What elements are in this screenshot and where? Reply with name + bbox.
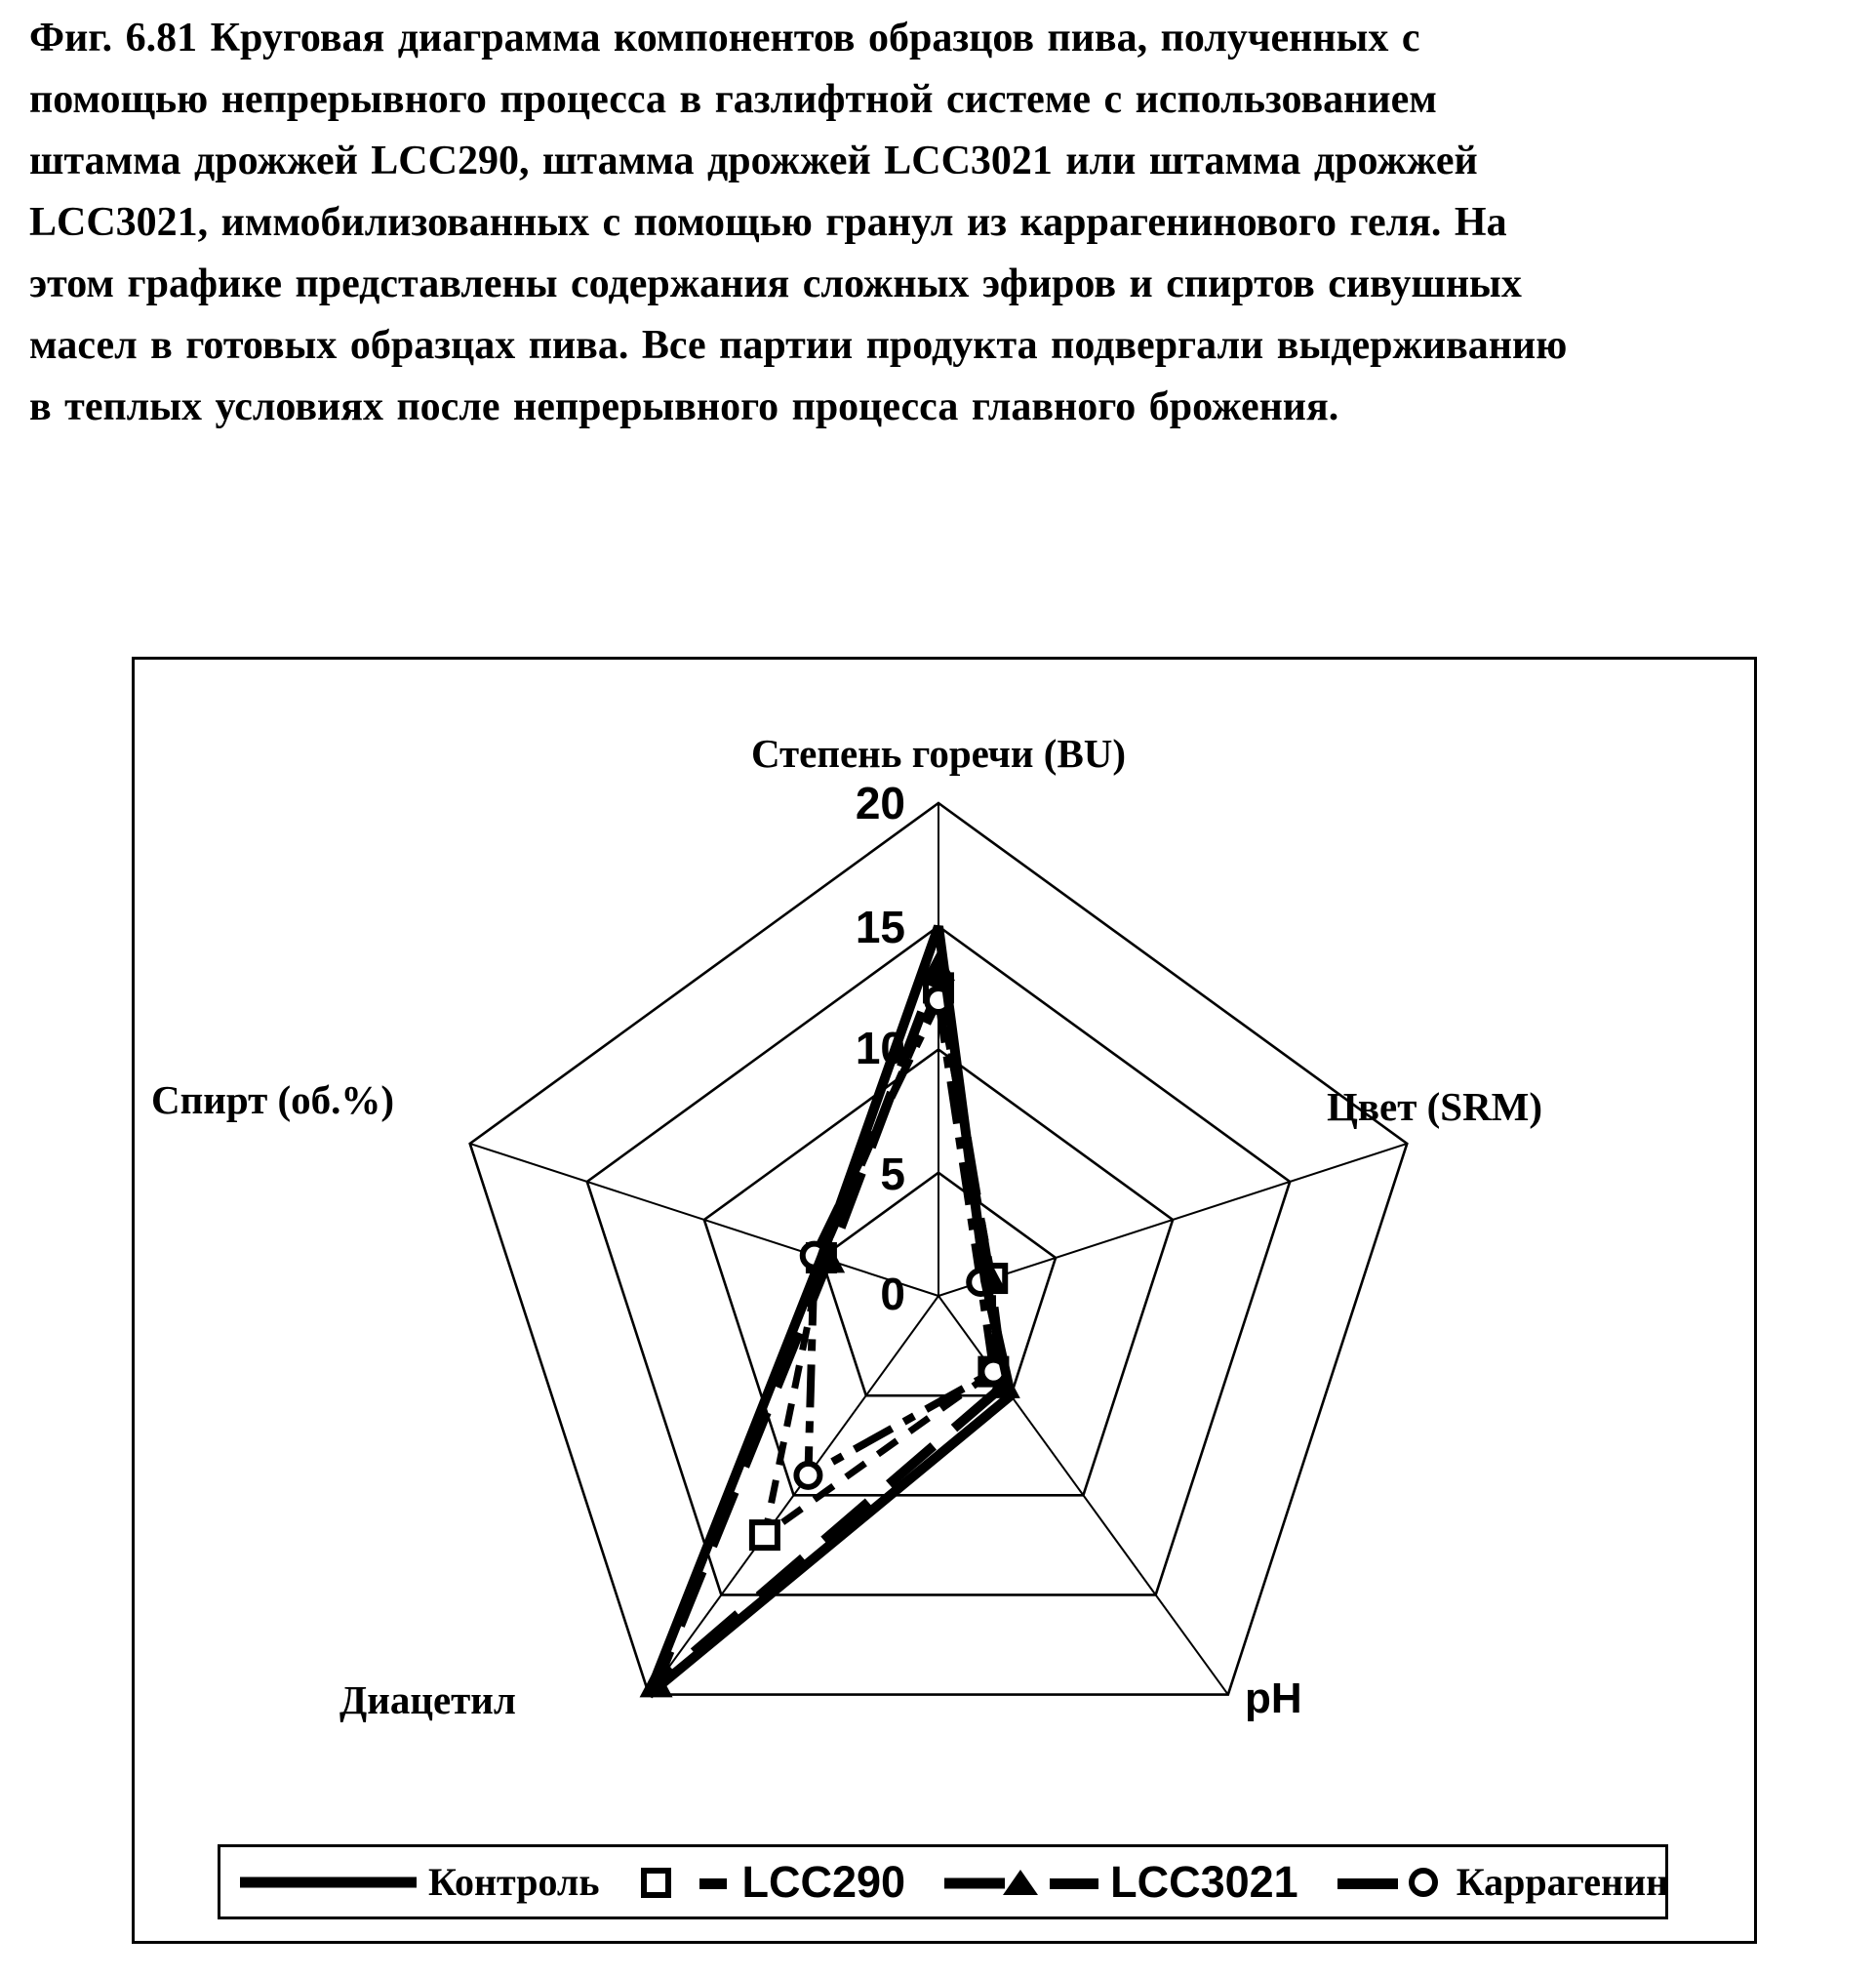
axis-tick-10: 10 [855,1023,905,1073]
legend-item-lcc290 [639,1857,906,1908]
caption-line: Фиг. 6.81 Круговая диаграмма компонентов образцов пива, полученных с [29,16,1420,61]
axis-label-diacetyl: Диацетил [339,1677,516,1722]
caption-line: штамма дрожжей LCC290, штамма дрожжей LCC3021 или штамма дрожжей [29,139,1478,183]
legend-label-karragenin: Каррагенин [1456,1860,1669,1904]
open-square-dash-swatch-icon [639,1867,733,1898]
axis-label-bitterness: Степень горечи (BU) [750,731,1127,776]
figure-caption [29,8,1863,438]
legend-label-kontrol: Контроль [428,1860,600,1904]
line-triangle-dash-swatch-icon [944,1867,1100,1898]
caption-line: LCC3021, иммобилизованных с помощью гранул из каррагенинового геля. На [29,200,1507,245]
axis-label-color: Цвет (SRM) [1327,1084,1543,1129]
radar-chart-frame [132,657,1757,1944]
legend-label-lcc3021: LCC3021 [1110,1856,1298,1907]
legend-item-kontrol [238,1859,600,1905]
caption-line: масел в готовых образцах пива. Все партии продукта подвергали выдерживанию [29,323,1568,368]
legend-label-lcc290: LCC290 [741,1856,906,1907]
axis-tick-15: 15 [855,902,905,952]
axis-tick-0: 0 [880,1269,905,1319]
radar-chart [135,660,1754,1941]
legend-item-lcc3021 [944,1857,1298,1908]
axis-label-alcohol: Спирт (об.%) [151,1077,395,1122]
axis-label-ph: pH [1245,1674,1302,1722]
caption-line: в теплых условиях после непрерывного процесса главного брожения. [29,384,1339,429]
dash-circle-swatch-icon [1337,1867,1447,1898]
legend-item-karragenin [1337,1859,1669,1905]
caption-line: этом графике представлены содержания сложных эфиров и спиртов сивушных [29,262,1522,306]
solid-line-swatch-icon [238,1871,419,1894]
chart-legend [218,1844,1668,1919]
caption-line: помощью непрерывного процесса в газлифтной системе с использованием [29,77,1437,122]
axis-tick-20: 20 [855,778,905,828]
axis-tick-5: 5 [880,1149,905,1199]
